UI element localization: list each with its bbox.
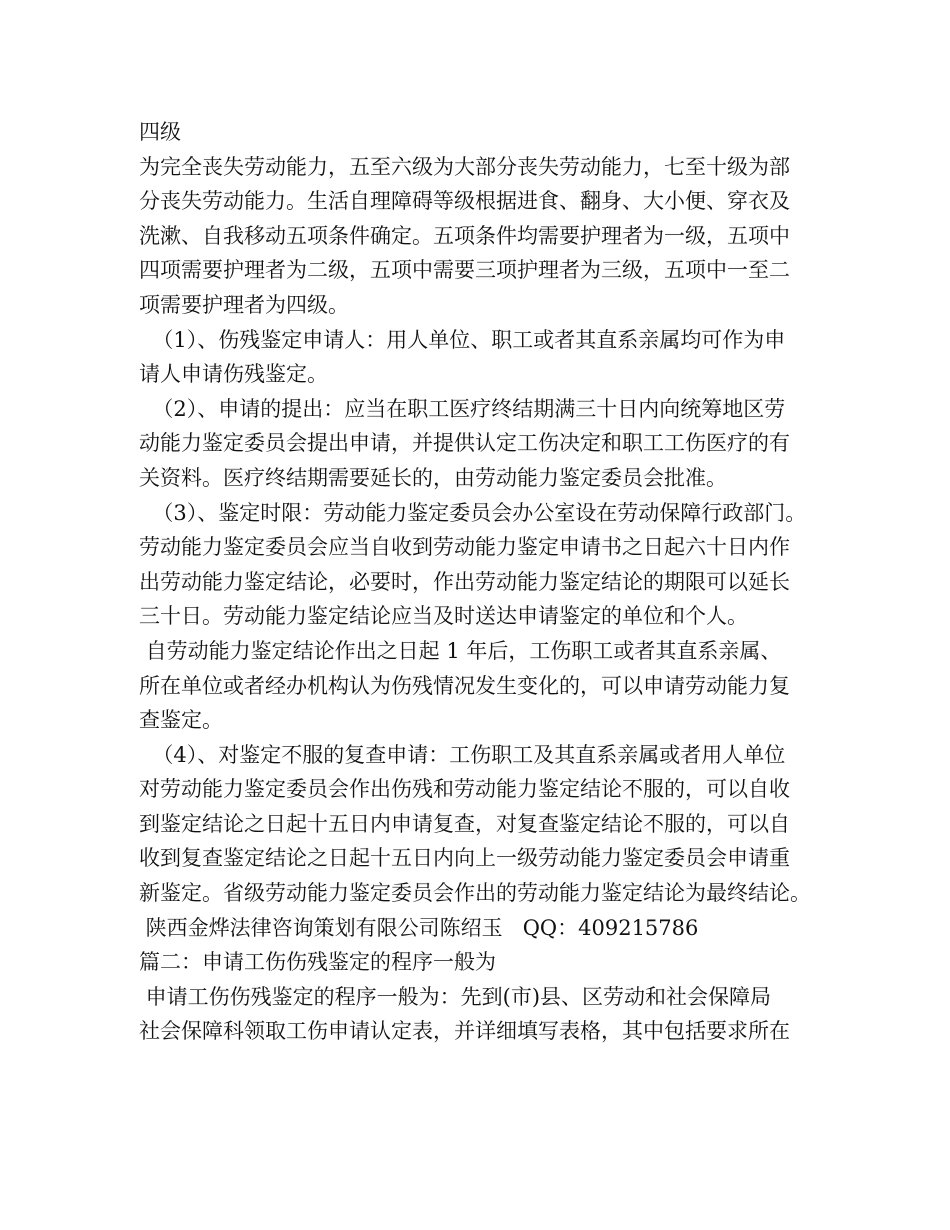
text-line: 请人申请伤残鉴定。 (139, 362, 328, 387)
text-line: 到鉴定结论之日起十五日内申请复查，对复查鉴定结论不服的，可以自 (139, 811, 790, 836)
document-body (139, 115, 844, 1049)
text-line: 劳动能力鉴定委员会应当自收到劳动能力鉴定申请书之日起六十日内作 (139, 535, 790, 560)
text-line: 查鉴定。 (139, 708, 223, 733)
text-line: 所在单位或者经办机构认为伤残情况发生变化的，可以申请劳动能力复 (139, 673, 790, 698)
text-line: 自劳动能力鉴定结论作出之日起 1 年后，工伤职工或者其直系亲属、 (139, 638, 782, 663)
text-line: 三十日。劳动能力鉴定结论应当及时送达申请鉴定的单位和个人。 (139, 604, 748, 629)
text-line: 为完全丧失劳动能力，五至六级为大部分丧失劳动能力，七至十级为部 (139, 154, 790, 179)
text-line: （3）、鉴定时限：劳动能力鉴定委员会办公室设在劳动保障行政部门。 (139, 500, 807, 525)
text-line: 四项需要护理者为二级，五项中需要三项护理者为三级，五项中一至二 (139, 258, 790, 283)
text-line: 社会保障科领取工伤申请认定表，并详细填写表格，其中包括要求所在 (139, 1019, 790, 1044)
text-line: 动能力鉴定委员会提出申请，并提供认定工伤决定和职工工伤医疗的有 (139, 431, 790, 456)
text-line: （2）、申请的提出：应当在职工医疗终结期满三十日内向统筹地区劳 (139, 396, 786, 421)
text-line: （1）、伤残鉴定申请人：用人单位、职工或者其直系亲属均可作为申 (139, 327, 786, 352)
text-line: 新鉴定。省级劳动能力鉴定委员会作出的劳动能力鉴定结论为最终结论。 (139, 881, 811, 906)
text-line: 洗漱、自我移动五项条件确定。五项条件均需要护理者为一级，五项中 (139, 223, 790, 248)
text-line: 关资料。医疗终结期需要延长的，由劳动能力鉴定委员会批准。 (139, 465, 727, 490)
text-line: 分丧失劳动能力。生活自理障碍等级根据进食、翻身、大小便、穿衣及 (139, 189, 790, 214)
text-line: （4）、对鉴定不服的复查申请：工伤职工及其直系亲属或者用人单位 (139, 742, 786, 767)
text-line: 收到复查鉴定结论之日起十五日内向上一级劳动能力鉴定委员会申请重 (139, 846, 790, 871)
text-line: 申请工伤伤残鉴定的程序一般为：先到(市)县、区劳动和社会保障局 (139, 984, 772, 1009)
text-line: 出劳动能力鉴定结论，必要时，作出劳动能力鉴定结论的期限可以延长 (139, 569, 790, 594)
text-line: 四级 (139, 120, 181, 144)
text-line: 陕西金烨法律咨询策划有限公司陈绍玉 QQ：409215786 (139, 915, 699, 940)
text-line: 项需要护理者为四级。 (139, 292, 349, 317)
section-heading: 篇二：申请工伤伤残鉴定的程序一般为 (139, 950, 496, 975)
text-line: 对劳动能力鉴定委员会作出伤残和劳动能力鉴定结论不服的，可以自收 (139, 777, 790, 802)
